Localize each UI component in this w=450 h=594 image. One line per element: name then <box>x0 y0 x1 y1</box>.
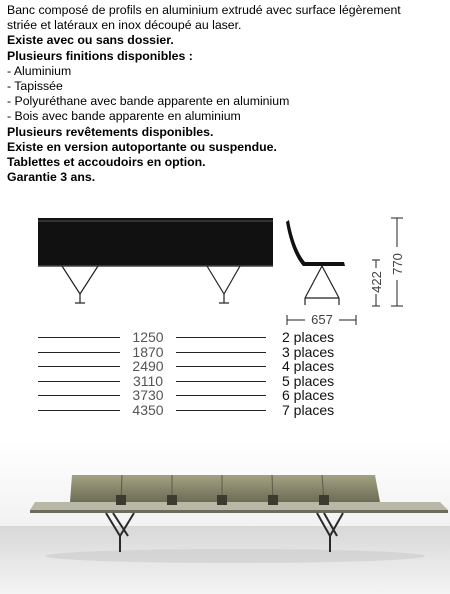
bench-body <box>38 218 273 266</box>
bench-side-view <box>286 220 345 305</box>
size-row <box>38 345 358 360</box>
bench-seat <box>30 502 448 510</box>
size-row <box>38 359 358 374</box>
size-row <box>38 388 358 403</box>
warranty-note: Garantie 3 ans. <box>7 170 96 185</box>
size-places: 3 places <box>282 343 335 360</box>
size-places: 5 places <box>282 372 335 389</box>
options-note: Tablettes et accoudoirs en option. <box>7 155 206 170</box>
seat-height-label: 422 <box>369 271 384 293</box>
size-length: 2490 <box>132 358 164 375</box>
size-table <box>38 330 358 418</box>
description-line-2: striée et latéraux en inox découpé au laser. <box>7 18 242 33</box>
bench-drawings <box>0 210 450 330</box>
size-places: 2 places <box>282 329 335 345</box>
size-length: 3730 <box>132 387 164 404</box>
size-length: 1250 <box>132 329 164 345</box>
bench-leg-right <box>207 266 240 303</box>
size-places: 7 places <box>282 401 335 418</box>
size-row <box>38 330 358 345</box>
total-height-label: 770 <box>390 253 405 275</box>
description-block <box>7 3 447 185</box>
size-places: 4 places <box>282 358 335 375</box>
finishes-title: Plusieurs finitions disponibles : <box>7 48 193 63</box>
size-length: 3110 <box>132 372 164 389</box>
size-length: 1870 <box>132 343 164 360</box>
size-places: 6 places <box>282 387 335 404</box>
description-line-1: Banc composé de profils en aluminium extrudé avec surface légèrement <box>7 3 401 17</box>
bench-photo <box>0 440 450 594</box>
depth-label: 657 <box>311 312 333 327</box>
finish-item: - Polyuréthane avec bande apparente en aluminium <box>7 94 290 109</box>
finish-item: - Bois avec bande apparente en aluminium <box>7 109 241 124</box>
bench-leg-left <box>62 266 98 303</box>
finish-item: - Aluminium <box>7 63 72 78</box>
size-row <box>38 374 358 389</box>
coatings-note: Plusieurs revêtements disponibles. <box>7 124 214 139</box>
bench-front-view <box>38 218 273 303</box>
versions-note: Existe en version autoportante ou suspendue. <box>7 139 277 154</box>
finish-item: - Tapissée <box>7 79 63 94</box>
backrest-note: Existe avec ou sans dossier. <box>7 33 174 48</box>
size-length: 4350 <box>132 401 164 418</box>
size-row <box>38 403 358 418</box>
